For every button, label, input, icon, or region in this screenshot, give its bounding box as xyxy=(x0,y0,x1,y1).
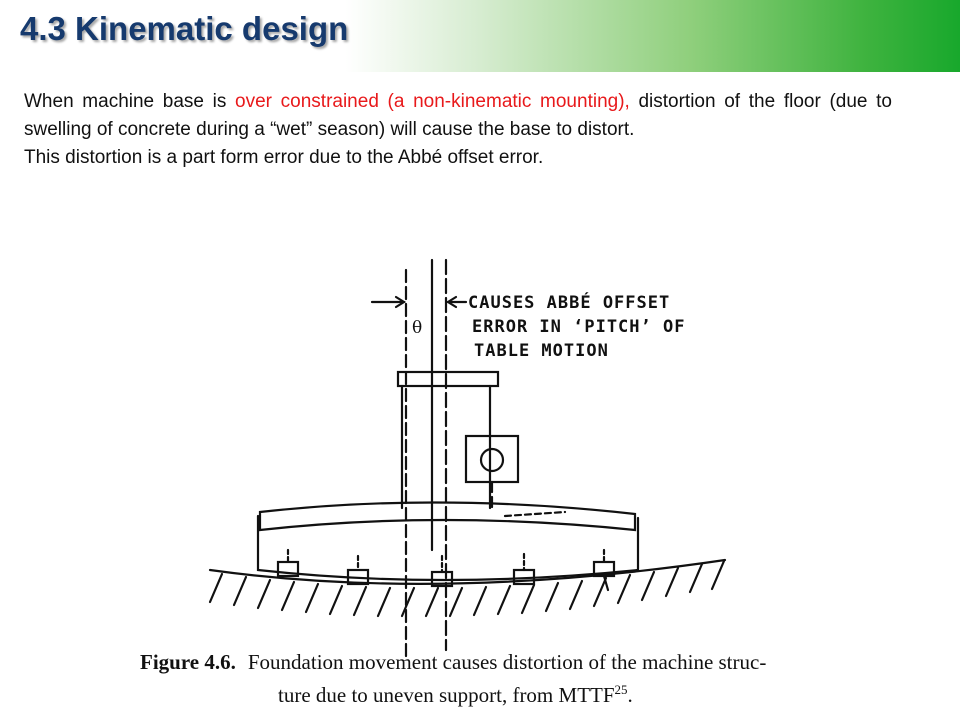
figure-caption xyxy=(140,648,820,709)
caption-reference: 25 xyxy=(614,682,628,697)
para1-post: distortion of the floor (due to swelling of concrete during a “wet” season) will cause the base to distort. xyxy=(24,91,892,140)
caption-end: . xyxy=(627,683,633,707)
theta-label: θ xyxy=(412,318,423,338)
caption-line-1: Foundation movement causes distortion of the machine struc- xyxy=(247,650,767,674)
figure-4-6 xyxy=(140,250,820,720)
spindle-box xyxy=(466,436,518,482)
body-text xyxy=(24,88,892,172)
annotation-line-2: ERROR IN ‘PITCH’ OF xyxy=(472,317,686,337)
column-top xyxy=(398,372,498,386)
caption-line-2-wrap xyxy=(140,676,820,709)
para1-pre: When machine base is xyxy=(24,91,236,112)
table-top xyxy=(260,502,635,530)
caption-label: Figure 4.6. xyxy=(140,650,236,674)
paragraph-1 xyxy=(24,88,892,144)
spindle-circle xyxy=(481,449,503,471)
paragraph-2: This distortion is a part form error due to the Abbé offset error. xyxy=(24,147,544,168)
annotation-line-3: TABLE MOTION xyxy=(474,341,609,361)
caption-line-2: ture due to uneven support, from MTTF xyxy=(278,683,615,707)
para1-highlight: over constrained (a non-kinematic mounting), xyxy=(235,91,630,112)
annotation-line-1: CAUSES ABBÉ OFFSET xyxy=(468,293,671,313)
slide-title: 4.3 Kinematic design xyxy=(20,10,349,47)
